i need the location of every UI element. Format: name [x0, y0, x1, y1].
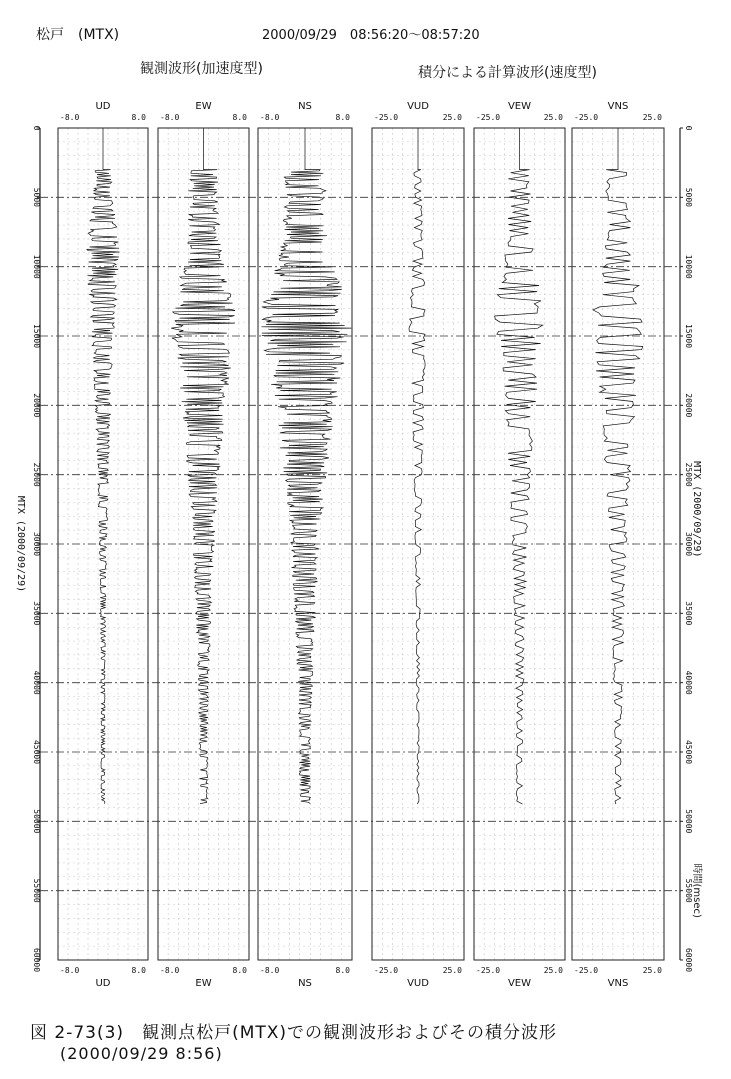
- range-min-bottom: -8.0: [160, 966, 180, 975]
- range-min-top: -25.0: [574, 113, 599, 122]
- ytick-right: 60000: [684, 947, 693, 973]
- y-axis-label-left: MTX (2000/09/29): [15, 495, 26, 593]
- ytick-right: 25000: [684, 462, 693, 487]
- ytick-right: 0: [684, 125, 693, 131]
- panel-ud: [58, 101, 148, 989]
- ytick-right: 50000: [684, 809, 693, 834]
- group-title-acceleration: 観測波形(加速度型): [140, 61, 263, 77]
- ytick-left: 60000: [32, 947, 41, 973]
- range-max-bottom: 25.0: [543, 966, 563, 975]
- ytick-right: 30000: [684, 531, 693, 557]
- range-max-top: 8.0: [131, 113, 146, 122]
- range-max-top: 25.0: [642, 113, 662, 122]
- ytick-right: 10000: [684, 254, 693, 279]
- range-max-bottom: 25.0: [642, 966, 662, 975]
- ytick-left: 25000: [32, 462, 41, 487]
- figure-caption: 図 2-73(3) 観測点松戸(MTX)での観測波形およびその積分波形: [30, 1023, 558, 1043]
- figure-caption-date: (2000/09/29 8:56): [60, 1044, 223, 1063]
- waveform-vns: [593, 128, 643, 804]
- channel-label-top: VUD: [407, 101, 429, 112]
- range-min-bottom: -8.0: [60, 966, 80, 975]
- panel-ns: [258, 101, 352, 989]
- range-min-bottom: -25.0: [476, 966, 501, 975]
- station-label: 松戸 (MTX): [36, 27, 120, 43]
- ytick-left: 30000: [32, 531, 41, 557]
- ytick-left: 20000: [32, 393, 41, 418]
- waveform-ud: [87, 128, 120, 804]
- channel-label-bottom: UD: [95, 978, 111, 989]
- channel-label-bottom: NS: [298, 978, 312, 989]
- range-min-top: -25.0: [476, 113, 501, 122]
- waveform-vew: [495, 128, 543, 804]
- ytick-left: 15000: [32, 323, 41, 349]
- ytick-left: 50000: [32, 809, 41, 834]
- ytick-right: 55000: [684, 878, 693, 903]
- ytick-right: 45000: [684, 739, 693, 765]
- channel-label-bottom: VUD: [407, 978, 429, 989]
- datetime-range: 2000/09/29 08:56:20〜08:57:20: [262, 28, 480, 43]
- channel-label-top: NS: [298, 101, 312, 112]
- ytick-right: 5000: [684, 187, 693, 207]
- y-axis-label-right: MTX (2000/09/29): [691, 461, 702, 558]
- channel-label-bottom: VNS: [607, 978, 629, 989]
- panel-vew: [474, 101, 565, 989]
- channel-label-top: EW: [195, 101, 212, 112]
- channel-label-top: UD: [95, 101, 111, 112]
- channel-label-bottom: VEW: [507, 978, 532, 989]
- channel-label-bottom: EW: [195, 978, 212, 989]
- ytick-left: 0: [32, 125, 41, 131]
- channel-label-top: VNS: [607, 101, 629, 112]
- range-min-top: -8.0: [60, 113, 80, 122]
- channel-label-top: VEW: [507, 101, 532, 112]
- ytick-left: 45000: [32, 739, 41, 765]
- panel-vud: [372, 101, 464, 989]
- waveform-ns: [262, 128, 352, 804]
- range-min-bottom: -25.0: [374, 966, 399, 975]
- range-min-bottom: -8.0: [260, 966, 280, 975]
- ytick-right: 35000: [684, 601, 693, 626]
- y-axis-label-time: 時間(msec): [691, 863, 702, 918]
- waveform-ew: [171, 128, 235, 804]
- range-min-top: -25.0: [374, 113, 399, 122]
- range-max-top: 25.0: [442, 113, 462, 122]
- range-max-top: 8.0: [232, 113, 247, 122]
- ytick-left: 55000: [32, 878, 41, 903]
- range-min-top: -8.0: [160, 113, 180, 122]
- panel-vns: [572, 101, 664, 989]
- range-max-bottom: 25.0: [442, 966, 462, 975]
- range-max-top: 8.0: [335, 113, 350, 122]
- waveform-vud: [409, 128, 425, 804]
- range-max-top: 25.0: [543, 113, 563, 122]
- ytick-right: 20000: [684, 393, 693, 418]
- ytick-left: 10000: [32, 254, 41, 279]
- range-min-bottom: -25.0: [574, 966, 599, 975]
- range-min-top: -8.0: [260, 113, 280, 122]
- ytick-left: 35000: [32, 601, 41, 626]
- range-max-bottom: 8.0: [131, 966, 146, 975]
- range-max-bottom: 8.0: [335, 966, 350, 975]
- ytick-left: 40000: [32, 670, 41, 695]
- ytick-left: 5000: [32, 187, 41, 207]
- range-max-bottom: 8.0: [232, 966, 247, 975]
- ytick-right: 15000: [684, 323, 693, 349]
- ytick-right: 40000: [684, 670, 693, 695]
- group-title-velocity: 積分による計算波形(速度型): [418, 65, 597, 81]
